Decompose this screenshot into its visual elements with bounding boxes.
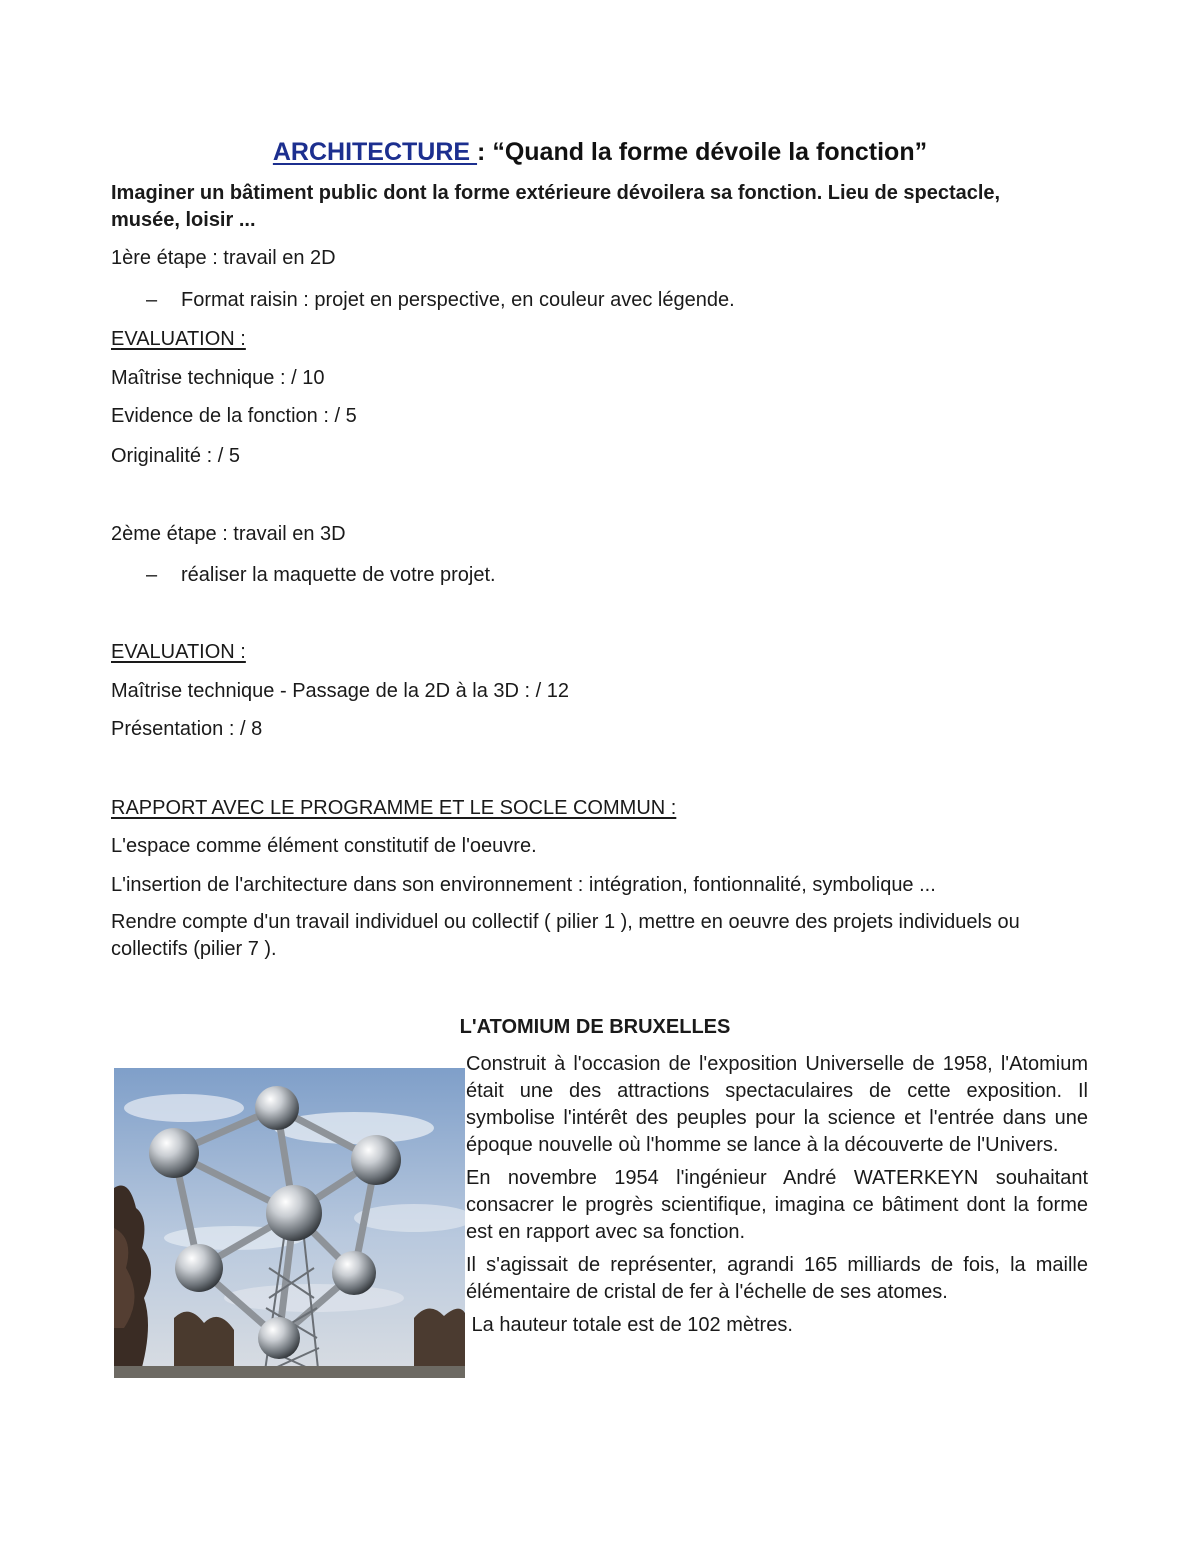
eval1-item: Evidence de la fonction : / 5 — [111, 405, 357, 427]
eval1-item: Maîtrise technique : / 10 — [111, 367, 325, 389]
eval1-heading: EVALUATION : — [111, 328, 246, 350]
eval2-heading: EVALUATION : — [111, 641, 246, 663]
title-architecture-link[interactable]: ARCHITECTURE — [272, 138, 478, 166]
eval1-item: Originalité : / 5 — [111, 445, 240, 467]
atomium-paragraph: Il s'agissait de représenter, agrandi 165 milliards de fois, la maille élémentaire de cristal de fer à l'échelle de ses atomes. — [466, 1254, 1088, 1303]
rapport-item: L'insertion de l'architecture dans son environnement : intégration, fontionnalité, symbolique ... — [111, 874, 936, 896]
atomium-paragraph: La hauteur totale est de 102 mètres. — [466, 1314, 793, 1336]
atomium-paragraph: En novembre 1954 l'ingénieur André WATERKEYN souhaitant consacrer le progrès scientifique, imagina ce bâtiment dont la forme est en rapport avec sa fonction. — [466, 1167, 1088, 1243]
atomium-title: L'ATOMIUM DE BRUXELLES — [459, 1016, 731, 1038]
atomium-description — [466, 1051, 1088, 1345]
eval2-item: Présentation : / 8 — [111, 718, 263, 740]
atomium-photo — [114, 1068, 465, 1378]
intro-text: Imaginer un bâtiment public dont la forme extérieure dévoilera sa fonction. Lieu de spectacle, musée, loisir ... — [111, 182, 1001, 231]
rapport-item: L'espace comme élément constitutif de l'oeuvre. — [111, 835, 537, 857]
step2-item: réaliser la maquette de votre projet. — [181, 564, 496, 586]
step2-dash: – — [146, 564, 158, 586]
eval2-item: Maîtrise technique - Passage de la 2D à la 3D : / 12 — [111, 680, 570, 702]
page-title — [0, 136, 1200, 168]
step1-heading: 1ère étape : travail en 2D — [111, 247, 336, 269]
rapport-item: Rendre compte d'un travail individuel ou collectif ( pilier 1 ), mettre en oeuvre des projets individuels ou collectifs (pilier 7 ). — [111, 911, 1020, 960]
step1-dash: – — [146, 289, 158, 311]
rapport-heading: RAPPORT AVEC LE PROGRAMME ET LE SOCLE COMMUN : — [111, 797, 677, 819]
atomium-paragraph: Construit à l'occasion de l'exposition Universelle de 1958, l'Atomium était une des attractions spectaculaires de cette exposition. Il symbolise l'intérêt des peuples pour la science et l'entrée dans une époque nouvelle où l'homme se lance à la découverte de l'Univers. — [466, 1053, 1088, 1156]
title-subtitle: : “Quand la forme dévoile la fonction” — [477, 138, 928, 166]
step2-heading: 2ème étape : travail en 3D — [111, 523, 346, 545]
step1-item: Format raisin : projet en perspective, en couleur avec légende. — [181, 289, 735, 311]
